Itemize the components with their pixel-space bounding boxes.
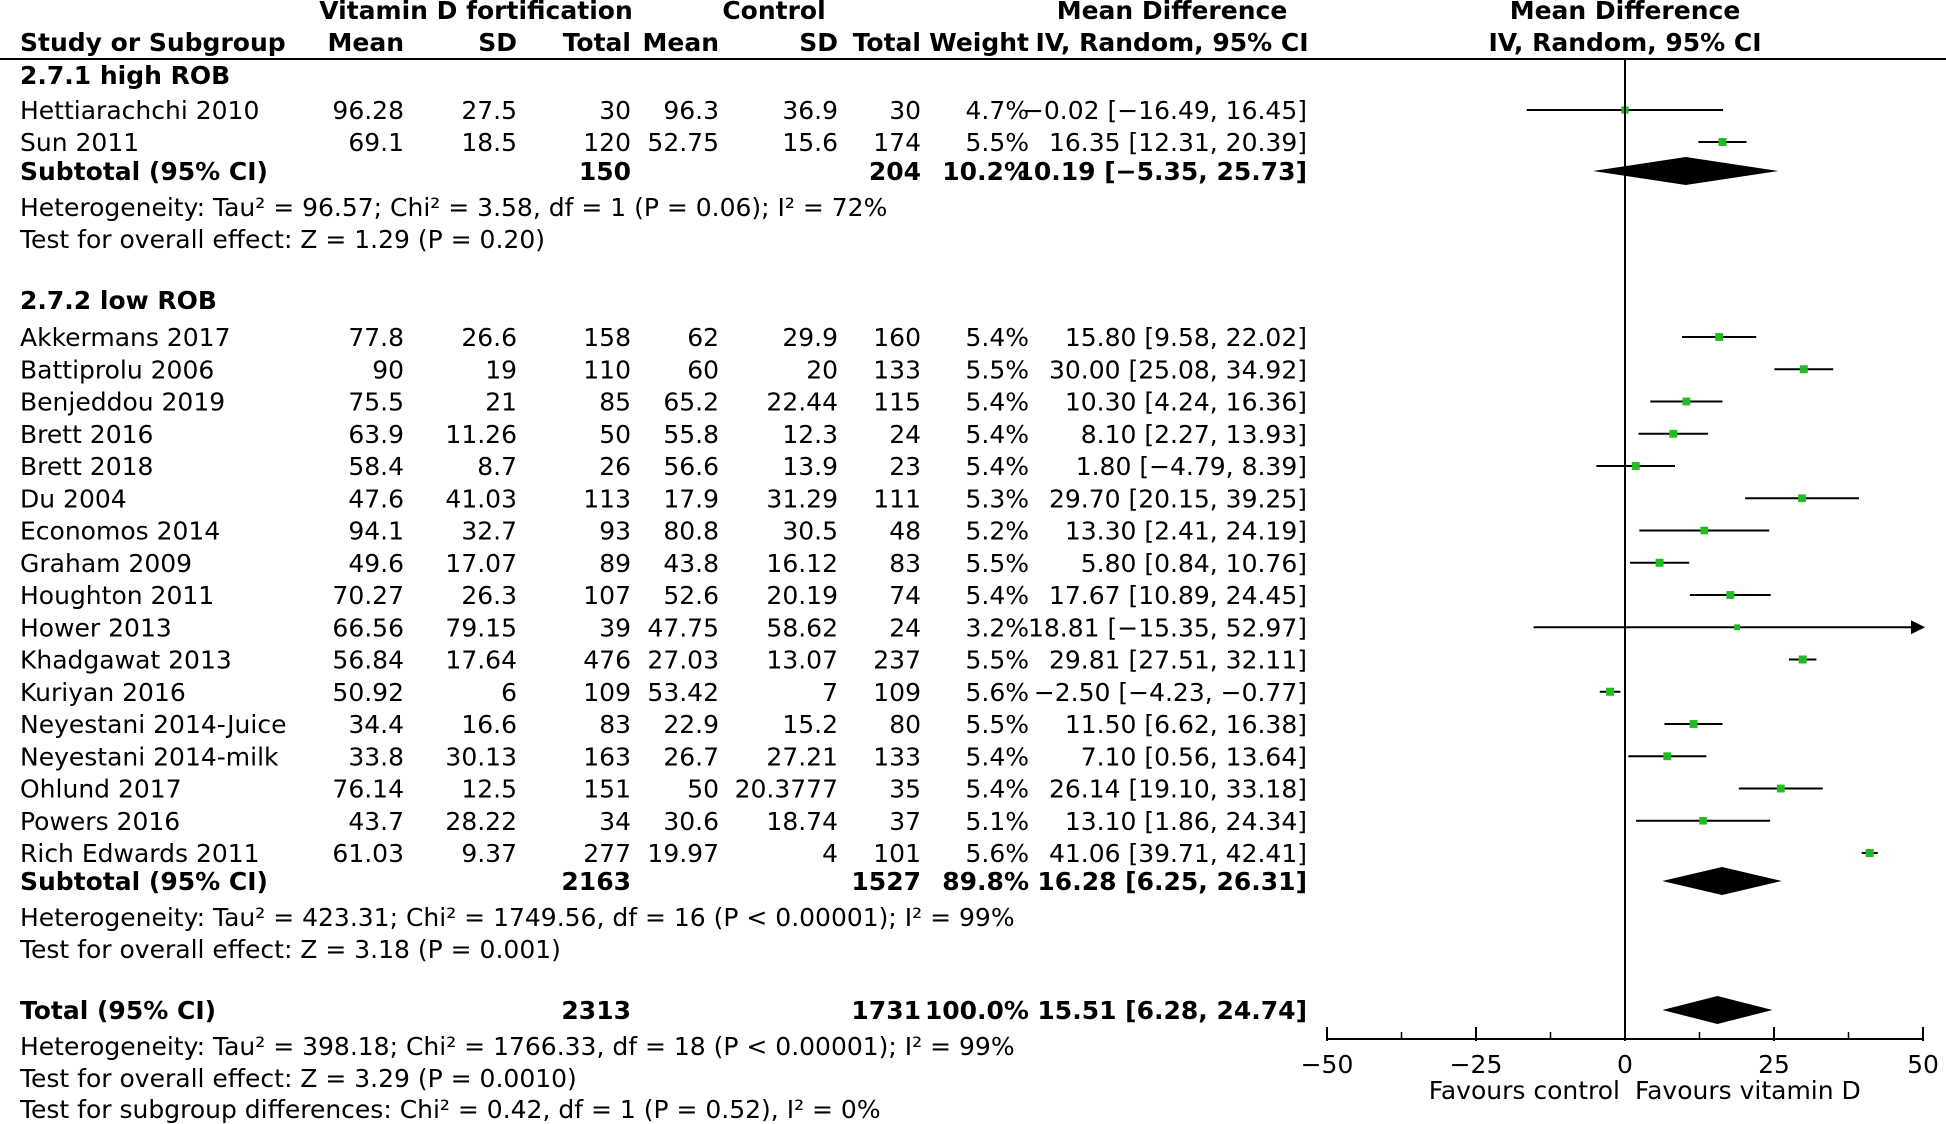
col-header-weight: Weight (929, 28, 1029, 57)
study-t-total: 83 (599, 710, 631, 739)
study-c-sd: 12.3 (782, 419, 838, 449)
study-c-sd: 29.9 (782, 323, 838, 352)
study-name: Brett 2018 (20, 452, 154, 481)
study-t-mean: 90 (372, 355, 404, 385)
study-t-sd: 9.37 (461, 839, 517, 868)
study-name: Powers 2016 (20, 806, 181, 836)
study-name: Houghton 2011 (20, 581, 215, 610)
footer-subgroup-differences: Test for subgroup differences: Chi² = 0.42, df = 1 (P = 0.52), I² = 0% (20, 1095, 881, 1124)
study-t-total: 120 (583, 128, 631, 157)
study-weight: 5.3% (965, 484, 1029, 514)
col-header-t-total: Total (562, 28, 631, 57)
study-c-total: 80 (889, 710, 921, 739)
study-t-sd: 26.6 (461, 323, 517, 352)
study-t-mean: 58.4 (348, 452, 404, 481)
study-c-total: 83 (889, 548, 921, 578)
study-t-total: 107 (583, 581, 631, 610)
study-t-sd: 18.5 (461, 128, 517, 157)
col-header-c-mean: Mean (642, 28, 719, 57)
subgroup-heterogeneity: Heterogeneity: Tau² = 96.57; Chi² = 3.58, df = 1 (P = 0.06); I² = 72% (20, 193, 888, 222)
study-c-mean: 53.42 (647, 677, 719, 707)
study-c-sd: 4 (822, 839, 838, 868)
study-c-total: 24 (889, 613, 921, 643)
study-c-total: 101 (873, 839, 921, 868)
study-c-total: 174 (873, 128, 921, 157)
study-ci-text: −2.50 [−4.23, −0.77] (1033, 677, 1307, 707)
study-t-sd: 8.7 (477, 452, 517, 481)
study-name: Hower 2013 (20, 613, 172, 643)
subtotal-weight: 89.8% (942, 867, 1029, 896)
study-weight: 5.6% (965, 677, 1029, 707)
md-header-title: Mean Difference (1056, 0, 1288, 25)
study-name: Du 2004 (20, 484, 127, 514)
subtotal-c-total: 204 (868, 157, 921, 186)
study-weight: 5.4% (965, 419, 1029, 449)
study-t-sd: 17.64 (445, 645, 517, 675)
study-t-mean: 96.28 (332, 96, 404, 125)
ci-arrow (1911, 620, 1925, 634)
study-t-sd: 41.03 (445, 484, 517, 514)
study-name: Neyestani 2014-milk (20, 742, 279, 772)
study-c-total: 24 (889, 419, 921, 449)
study-ci-text: 16.35 [12.31, 20.39] (1048, 128, 1307, 157)
study-t-sd: 26.3 (461, 581, 517, 610)
forest-plot-marks (1301, 59, 1939, 1079)
study-t-sd: 16.6 (461, 710, 517, 739)
study-c-mean: 30.6 (663, 806, 719, 836)
point-estimate (1690, 720, 1698, 728)
study-c-total: 133 (873, 355, 921, 385)
point-estimate (1632, 462, 1640, 470)
study-t-total: 113 (583, 484, 631, 514)
plot-header-title: Mean Difference (1509, 0, 1741, 25)
study-c-total: 48 (889, 516, 921, 546)
study-name: Rich Edwards 2011 (20, 839, 260, 868)
study-c-sd: 31.29 (766, 484, 838, 514)
study-t-mean: 33.8 (348, 742, 404, 772)
study-ci-text: 13.30 [2.41, 24.19] (1064, 516, 1307, 546)
study-t-total: 50 (599, 419, 631, 449)
study-weight: 5.1% (965, 806, 1029, 836)
x-tick-label: −50 (1300, 1050, 1354, 1079)
study-weight: 5.5% (965, 548, 1029, 578)
study-t-sd: 79.15 (445, 613, 517, 643)
study-t-total: 109 (583, 677, 631, 707)
subtotal-ci: 16.28 [6.25, 26.31] (1037, 867, 1307, 896)
x-tick-label: 25 (1758, 1050, 1790, 1079)
total-ci: 15.51 [6.28, 24.74] (1037, 996, 1307, 1025)
point-estimate (1682, 398, 1690, 406)
study-c-sd: 58.62 (766, 613, 838, 643)
study-c-sd: 20.19 (766, 581, 838, 610)
point-estimate (1606, 688, 1614, 696)
point-estimate (1734, 624, 1740, 630)
col-header-c-sd: SD (799, 28, 838, 57)
study-t-sd: 28.22 (445, 806, 517, 836)
study-weight: 5.6% (965, 839, 1029, 868)
point-estimate (1726, 591, 1734, 599)
study-c-mean: 27.03 (647, 645, 719, 675)
point-estimate (1799, 656, 1807, 664)
study-ci-text: 13.10 [1.86, 24.34] (1064, 806, 1307, 836)
study-t-mean: 66.56 (332, 613, 404, 643)
study-ci-text: 41.06 [39.71, 42.41] (1048, 839, 1307, 868)
study-c-mean: 56.6 (663, 452, 719, 481)
study-c-sd: 15.2 (782, 710, 838, 739)
study-c-total: 115 (873, 387, 921, 417)
study-c-mean: 55.8 (663, 419, 719, 449)
study-c-total: 23 (889, 452, 921, 481)
col-header-t-sd: SD (478, 28, 517, 57)
study-c-total: 37 (889, 806, 921, 836)
study-t-sd: 19 (485, 355, 517, 385)
study-weight: 5.4% (965, 323, 1029, 352)
study-c-sd: 22.44 (766, 387, 838, 417)
study-c-mean: 62 (687, 323, 719, 352)
study-name: Battiprolu 2006 (20, 355, 215, 385)
study-weight: 5.4% (965, 581, 1029, 610)
study-weight: 5.5% (965, 355, 1029, 385)
study-ci-text: 11.50 [6.62, 16.38] (1064, 710, 1307, 739)
study-c-sd: 16.12 (766, 548, 838, 578)
study-name: Khadgawat 2013 (20, 645, 232, 675)
study-t-mean: 56.84 (332, 645, 404, 675)
study-name: Benjeddou 2019 (20, 387, 226, 417)
study-c-sd: 20 (806, 355, 838, 385)
study-t-mean: 76.14 (332, 774, 404, 804)
study-c-total: 133 (873, 742, 921, 772)
study-name: Sun 2011 (20, 128, 140, 157)
study-ci-text: 8.10 [2.27, 13.93] (1080, 419, 1307, 449)
x-tick-label: 0 (1617, 1050, 1633, 1079)
study-c-mean: 80.8 (663, 516, 719, 546)
study-t-total: 476 (583, 645, 631, 675)
study-c-mean: 19.97 (647, 839, 719, 868)
study-c-total: 30 (889, 96, 921, 125)
study-ci-text: 26.14 [19.10, 33.18] (1048, 774, 1307, 804)
study-c-mean: 26.7 (663, 742, 719, 772)
subtotal-t-total: 2163 (561, 867, 631, 896)
study-weight: 3.2% (965, 613, 1029, 643)
subtotal-t-total: 150 (578, 157, 631, 186)
study-t-sd: 12.5 (461, 774, 517, 804)
study-name: Economos 2014 (20, 516, 221, 546)
total-diamond (1662, 996, 1772, 1024)
point-estimate (1798, 494, 1806, 502)
total-label: Total (95% CI) (20, 996, 217, 1025)
x-tick-label: 50 (1907, 1050, 1939, 1079)
study-weight: 5.4% (965, 452, 1029, 481)
study-c-sd: 7 (822, 677, 838, 707)
study-t-sd: 17.07 (445, 548, 517, 578)
study-name: Hettiarachchi 2010 (20, 96, 260, 125)
footer-overall-effect: Test for overall effect: Z = 3.29 (P = 0.0010) (20, 1064, 577, 1093)
study-t-total: 85 (599, 387, 631, 417)
axis-label-favours-vitamin-d: Favours vitamin D (1635, 1076, 1861, 1105)
point-estimate (1800, 365, 1808, 373)
study-c-sd: 30.5 (782, 516, 838, 546)
study-ci-text: −0.02 [−16.49, 16.45] (1022, 96, 1307, 125)
study-ci-text: 10.30 [4.24, 16.36] (1064, 387, 1307, 417)
point-estimate (1777, 785, 1785, 793)
study-ci-text: 15.80 [9.58, 22.02] (1064, 323, 1307, 352)
study-c-sd: 15.6 (782, 128, 838, 157)
study-c-total: 74 (889, 581, 921, 610)
study-ci-text: 29.81 [27.51, 32.11] (1048, 645, 1307, 675)
subgroup-overall-effect: Test for overall effect: Z = 1.29 (P = 0.20) (20, 225, 545, 254)
subgroup-overall-effect: Test for overall effect: Z = 3.18 (P = 0.001) (20, 935, 561, 964)
md-header-method: IV, Random, 95% CI (1035, 28, 1309, 57)
study-c-sd: 13.07 (766, 645, 838, 675)
study-t-sd: 6 (501, 677, 517, 707)
study-t-total: 277 (583, 839, 631, 868)
study-t-total: 158 (583, 323, 631, 352)
point-estimate (1656, 559, 1664, 567)
study-c-mean: 50 (687, 774, 719, 804)
point-estimate (1718, 138, 1726, 146)
study-weight: 5.5% (965, 128, 1029, 157)
study-name: Brett 2016 (20, 419, 154, 449)
study-t-sd: 30.13 (445, 742, 517, 772)
study-c-total: 237 (873, 645, 921, 675)
study-c-sd: 27.21 (766, 742, 838, 772)
study-t-sd: 27.5 (461, 96, 517, 125)
point-estimate (1715, 333, 1723, 341)
study-name: Kuriyan 2016 (20, 677, 186, 707)
study-name: Graham 2009 (20, 548, 193, 578)
study-c-sd: 20.3777 (734, 774, 838, 804)
axis-label-favours-control: Favours control (1428, 1076, 1620, 1105)
study-t-mean: 43.7 (348, 806, 404, 836)
study-c-total: 160 (873, 323, 921, 352)
study-t-total: 151 (583, 774, 631, 804)
study-c-mean: 96.3 (663, 96, 719, 125)
study-weight: 5.2% (965, 516, 1029, 546)
x-tick-label: −25 (1449, 1050, 1503, 1079)
study-t-sd: 21 (485, 387, 517, 417)
study-ci-text: 18.81 [−15.35, 52.97] (1027, 613, 1307, 643)
subtotal-weight: 10.2% (942, 157, 1029, 186)
subtotal-diamond (1593, 157, 1778, 185)
study-t-mean: 69.1 (348, 128, 404, 157)
subtotal-diamond (1662, 867, 1782, 895)
study-t-mean: 77.8 (348, 323, 404, 352)
study-t-mean: 49.6 (348, 548, 404, 578)
subgroup-title: 2.7.1 high ROB (20, 61, 231, 90)
study-c-mean: 65.2 (663, 387, 719, 417)
study-weight: 5.5% (965, 645, 1029, 675)
study-t-total: 34 (599, 806, 631, 836)
study-t-mean: 63.9 (348, 419, 404, 449)
study-weight: 5.4% (965, 774, 1029, 804)
study-c-mean: 17.9 (663, 484, 719, 514)
point-estimate (1700, 527, 1708, 535)
study-c-total: 111 (873, 484, 921, 514)
study-c-mean: 52.75 (647, 128, 719, 157)
study-table (19, 61, 1307, 1025)
study-t-total: 26 (599, 452, 631, 481)
study-t-total: 89 (599, 548, 631, 578)
study-name: Neyestani 2014-Juice (20, 710, 287, 739)
study-c-sd: 13.9 (782, 452, 838, 481)
study-c-mean: 22.9 (663, 710, 719, 739)
study-name: Akkermans 2017 (20, 323, 231, 352)
study-t-mean: 50.92 (332, 677, 404, 707)
study-weight: 5.5% (965, 710, 1029, 739)
study-ci-text: 1.80 [−4.79, 8.39] (1075, 452, 1307, 481)
study-ci-text: 30.00 [25.08, 34.92] (1048, 355, 1307, 385)
study-weight: 5.4% (965, 742, 1029, 772)
study-t-mean: 70.27 (332, 581, 404, 610)
total-weight: 100.0% (924, 996, 1029, 1025)
group-header-treatment: Vitamin D fortification (319, 0, 633, 25)
col-header-t-mean: Mean (327, 28, 404, 57)
study-t-total: 163 (583, 742, 631, 772)
col-header-c-total: Total (852, 28, 921, 57)
study-c-total: 35 (889, 774, 921, 804)
study-t-mean: 34.4 (348, 710, 404, 739)
group-header-control: Control (722, 0, 826, 25)
plot-header-method: IV, Random, 95% CI (1488, 28, 1762, 57)
subtotal-label: Subtotal (95% CI) (20, 157, 268, 186)
study-t-total: 39 (599, 613, 631, 643)
col-header-study: Study or Subgroup (20, 28, 286, 57)
study-t-mean: 94.1 (348, 516, 404, 546)
subgroup-title: 2.7.2 low ROB (20, 286, 217, 315)
study-c-mean: 52.6 (663, 581, 719, 610)
total-c-total: 1731 (851, 996, 921, 1025)
study-c-total: 109 (873, 677, 921, 707)
subgroup-heterogeneity: Heterogeneity: Tau² = 423.31; Chi² = 1749.56, df = 16 (P < 0.00001); I² = 99% (20, 903, 1015, 932)
study-name: Ohlund 2017 (20, 774, 182, 804)
study-c-mean: 60 (687, 355, 719, 385)
study-ci-text: 29.70 [20.15, 39.25] (1048, 484, 1307, 514)
study-t-total: 30 (599, 96, 631, 125)
study-t-mean: 75.5 (348, 387, 404, 417)
study-t-mean: 61.03 (332, 839, 404, 868)
point-estimate (1699, 817, 1707, 825)
point-estimate (1663, 752, 1671, 760)
subtotal-c-total: 1527 (851, 867, 921, 896)
study-weight: 5.4% (965, 387, 1029, 417)
subtotal-label: Subtotal (95% CI) (20, 867, 268, 896)
total-t-total: 2313 (561, 996, 631, 1025)
study-t-sd: 11.26 (445, 419, 517, 449)
subtotal-ci: 10.19 [−5.35, 25.73] (1016, 157, 1307, 186)
study-weight: 4.7% (965, 96, 1029, 125)
study-c-mean: 43.8 (663, 548, 719, 578)
study-c-mean: 47.75 (647, 613, 719, 643)
study-ci-text: 17.67 [10.89, 24.45] (1048, 581, 1307, 610)
study-t-total: 110 (583, 355, 631, 385)
study-c-sd: 36.9 (782, 96, 838, 125)
footer-heterogeneity: Heterogeneity: Tau² = 398.18; Chi² = 1766.33, df = 18 (P < 0.00001); I² = 99% (20, 1032, 1015, 1061)
point-estimate (1866, 849, 1874, 857)
point-estimate (1669, 430, 1677, 438)
study-t-sd: 32.7 (461, 516, 517, 546)
study-c-sd: 18.74 (766, 806, 838, 836)
study-t-mean: 47.6 (348, 484, 404, 514)
study-ci-text: 7.10 [0.56, 13.64] (1080, 742, 1307, 772)
study-ci-text: 5.80 [0.84, 10.76] (1080, 548, 1307, 578)
study-t-total: 93 (599, 516, 631, 546)
